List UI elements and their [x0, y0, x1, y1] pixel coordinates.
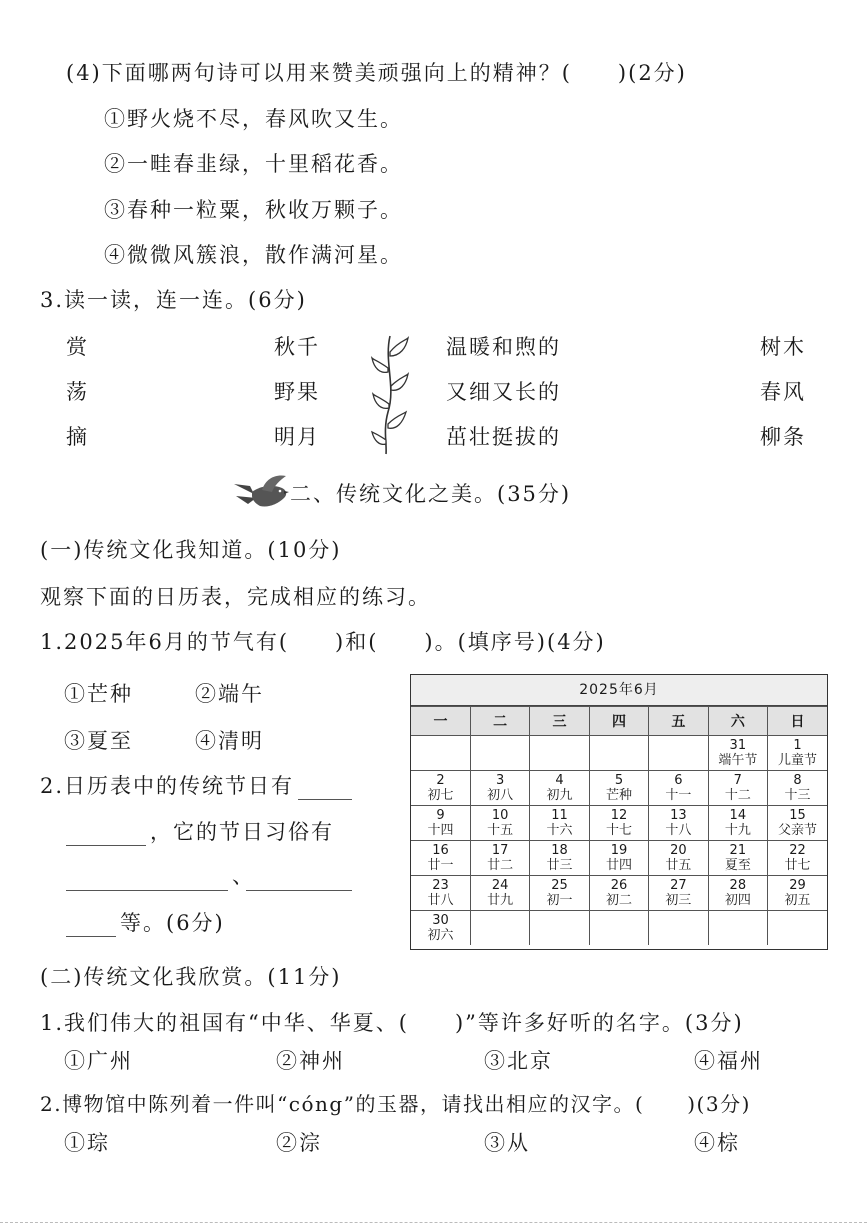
question-4-option-1: ①野火烧不尽，春风吹又生。	[104, 107, 403, 131]
calendar-day-label: 十四	[427, 823, 454, 838]
calendar-day-cell	[768, 736, 827, 771]
calendar-day-cell	[530, 806, 589, 841]
calendar-question-2-line-2: ，它的节日习俗有	[150, 820, 334, 844]
calendar-week-row	[411, 911, 827, 946]
calendar-day-cell	[768, 806, 827, 841]
calendar-day-label: 廿七	[784, 858, 811, 873]
calendar-day-label: 廿四	[605, 858, 632, 873]
calendar-question-1-stem: 1.2025年6月的节气有( )和( )。(填序号)(4分)	[40, 630, 606, 654]
calendar-weekday-header: 五	[649, 707, 708, 736]
calendar-day-label: 初四	[724, 893, 751, 908]
subsection-1-title: (一)传统文化我知道。(10分)	[40, 538, 342, 562]
calendar-empty-cell	[768, 911, 827, 946]
calendar-day-label: 初九	[546, 788, 573, 803]
calendar-day-number: 28	[729, 878, 747, 893]
calendar-day-number: 4	[555, 773, 564, 788]
calendar-day-cell	[708, 771, 767, 806]
appreciation-question-2-option-2: ②淙	[276, 1131, 322, 1155]
calendar-empty-cell	[530, 736, 589, 771]
appreciation-question-1-option-2: ②神州	[276, 1049, 345, 1073]
match-verb: 摘	[66, 425, 89, 449]
calendar-day-cell	[649, 771, 708, 806]
appreciation-question-2-option-3: ③从	[484, 1131, 530, 1155]
calendar-day-number: 14	[729, 808, 747, 823]
calendar-empty-cell	[708, 911, 767, 946]
calendar-day-label: 父亲节	[778, 823, 818, 838]
calendar-day-number: 13	[670, 808, 687, 823]
calendar-title: 2025年6月	[411, 675, 827, 706]
calendar-empty-cell	[470, 911, 529, 946]
calendar-week-row	[411, 771, 827, 806]
calendar-day-label: 初六	[427, 928, 454, 943]
calendar-day-label: 端午节	[718, 753, 758, 768]
calendar-day-number: 22	[789, 843, 806, 858]
calendar-question-1-option-3: ③夏至	[64, 729, 133, 753]
page-bottom-rule	[0, 1222, 867, 1223]
calendar-empty-cell	[530, 911, 589, 946]
calendar-day-cell	[589, 771, 648, 806]
calendar-day-number: 25	[551, 878, 568, 893]
match-noun: 春风	[760, 380, 806, 404]
calendar-day-number: 1	[793, 738, 802, 753]
calendar-week-row	[411, 736, 827, 771]
calendar-weekday-header: 四	[589, 707, 648, 736]
calendar-day-label: 廿二	[487, 858, 514, 873]
calendar-day-number: 24	[491, 878, 509, 893]
calendar-day-label: 廿一	[427, 858, 454, 873]
calendar-day-cell	[530, 771, 589, 806]
calendar-day-label: 十二	[724, 788, 751, 803]
calendar-day-label: 初一	[546, 893, 573, 908]
calendar-day-number: 8	[793, 773, 802, 788]
calendar-day-label: 儿童节	[778, 753, 818, 768]
match-column-nouns	[760, 337, 806, 472]
calendar-day-label: 十八	[665, 823, 692, 838]
calendar-day-label: 十七	[605, 823, 632, 838]
calendar-weekday-header: 二	[470, 707, 529, 736]
calendar-empty-cell	[470, 736, 529, 771]
calendar-day-cell	[530, 841, 589, 876]
calendar-weekday-header: 六	[708, 707, 767, 736]
question-4-option-4: ④微微风簇浪，散作满河星。	[104, 243, 403, 267]
subsection-2-title: (二)传统文化我欣赏。(11分)	[40, 965, 342, 989]
match-column-adjectives	[446, 337, 561, 472]
question-4-stem: (4)下面哪两句诗可以用来赞美顽强向上的精神？( )(2分)	[66, 61, 687, 85]
calendar-day-label: 十五	[487, 823, 514, 838]
calendar-day-cell	[649, 806, 708, 841]
calendar-day-cell	[530, 876, 589, 911]
match-noun: 树木	[760, 335, 806, 359]
calendar-day-number: 27	[670, 878, 687, 893]
calendar-question-1-option-1: ①芒种	[64, 682, 133, 706]
match-column-verbs	[66, 337, 89, 472]
appreciation-question-1-option-1: ①广州	[64, 1049, 133, 1073]
calendar-empty-cell	[649, 911, 708, 946]
calendar-day-label: 十三	[784, 788, 811, 803]
match-column-objects	[274, 337, 320, 472]
answer-blank[interactable]	[246, 890, 352, 891]
calendar-day-label: 十六	[546, 823, 573, 838]
subsection-1-intro: 观察下面的日历表，完成相应的练习。	[40, 585, 431, 609]
calendar-day-number: 15	[789, 808, 806, 823]
calendar-weekday-header: 日	[768, 707, 827, 736]
calendar-day-number: 12	[610, 808, 628, 823]
calendar-question-2-line-4: 等。(6分)	[120, 911, 225, 935]
calendar-day-label: 芒种	[605, 788, 632, 803]
appreciation-question-2-stem: 2.博物馆中陈列着一件叫“cóng”的玉器，请找出相应的汉字。( )(3分)	[40, 1092, 751, 1116]
calendar	[410, 674, 828, 950]
calendar-day-number: 20	[670, 843, 687, 858]
match-adjective: 茁壮挺拔的	[446, 425, 561, 449]
calendar-day-cell	[708, 841, 767, 876]
calendar-day-number: 29	[789, 878, 806, 893]
question-4-option-3: ③春种一粒粟，秋收万颗子。	[104, 198, 403, 222]
calendar-question-1-option-2: ②端午	[195, 682, 264, 706]
calendar-day-cell	[768, 876, 827, 911]
calendar-day-number: 6	[674, 773, 683, 788]
calendar-day-label: 十九	[724, 823, 751, 838]
calendar-day-cell	[411, 771, 470, 806]
calendar-day-cell	[411, 806, 470, 841]
calendar-day-cell	[589, 806, 648, 841]
calendar-weekday-header: 三	[530, 707, 589, 736]
calendar-day-cell	[649, 841, 708, 876]
answer-blank[interactable]	[66, 890, 228, 891]
match-verb: 赏	[66, 335, 89, 359]
appreciation-question-2-option-1: ①琮	[64, 1131, 110, 1155]
calendar-day-cell	[411, 841, 470, 876]
calendar-question-2-separator: 、	[232, 864, 255, 888]
calendar-question-1-option-4: ④清明	[195, 729, 264, 753]
match-adjective: 又细又长的	[446, 380, 561, 404]
calendar-day-cell	[470, 806, 529, 841]
calendar-empty-cell	[649, 736, 708, 771]
question-3-title: 3.读一读，连一连。(6分)	[40, 288, 307, 312]
calendar-day-label: 初七	[427, 788, 454, 803]
calendar-day-label: 初二	[605, 893, 632, 908]
calendar-day-cell	[470, 771, 529, 806]
calendar-day-number: 2	[436, 773, 445, 788]
calendar-day-number: 17	[491, 843, 509, 858]
calendar-day-label: 廿九	[487, 893, 514, 908]
match-adjective: 温暖和煦的	[446, 335, 561, 359]
calendar-day-number: 5	[614, 773, 624, 788]
calendar-empty-cell	[589, 911, 648, 946]
match-noun: 柳条	[760, 425, 806, 449]
calendar-day-number: 18	[551, 843, 568, 858]
calendar-day-label: 廿三	[546, 858, 573, 873]
calendar-day-cell	[411, 911, 470, 946]
calendar-day-label: 初三	[665, 893, 692, 908]
calendar-day-label: 初八	[487, 788, 514, 803]
calendar-day-label: 廿五	[665, 858, 692, 873]
appreciation-question-1-option-4: ④福州	[694, 1049, 763, 1073]
calendar-day-cell	[768, 771, 827, 806]
calendar-day-number: 26	[610, 878, 628, 893]
answer-blank[interactable]	[66, 845, 146, 846]
calendar-day-number: 31	[729, 738, 747, 753]
calendar-question-2-line-1: 2.日历表中的传统节日有	[40, 774, 295, 798]
calendar-day-cell	[411, 876, 470, 911]
calendar-day-cell	[708, 876, 767, 911]
calendar-day-cell	[768, 841, 827, 876]
calendar-day-number: 7	[733, 773, 742, 788]
match-object: 秋千	[274, 335, 320, 359]
answer-blank[interactable]	[66, 936, 116, 937]
calendar-week-row	[411, 806, 827, 841]
calendar-day-number: 21	[729, 843, 747, 858]
appreciation-question-1-option-3: ③北京	[484, 1049, 553, 1073]
calendar-day-cell	[470, 841, 529, 876]
calendar-day-number: 10	[491, 808, 509, 823]
calendar-empty-cell	[411, 736, 470, 771]
answer-blank[interactable]	[298, 799, 352, 800]
calendar-day-label: 十一	[665, 788, 692, 803]
match-verb: 荡	[66, 380, 89, 404]
question-4-option-2: ②一畦春韭绿，十里稻花香。	[104, 152, 403, 176]
swallow-icon	[232, 474, 290, 514]
calendar-day-number: 16	[432, 843, 449, 858]
calendar-day-cell	[649, 876, 708, 911]
calendar-day-cell	[589, 841, 648, 876]
calendar-day-number: 30	[432, 913, 449, 928]
calendar-day-label: 夏至	[724, 858, 751, 873]
section-2-title: 二、传统文化之美。(35分)	[290, 482, 572, 506]
calendar-day-number: 3	[495, 773, 505, 788]
calendar-day-cell	[708, 736, 767, 771]
calendar-day-cell	[708, 806, 767, 841]
match-object: 野果	[274, 380, 320, 404]
calendar-day-number: 11	[551, 808, 568, 823]
appreciation-question-2-option-4: ④棕	[694, 1131, 740, 1155]
calendar-day-cell	[470, 876, 529, 911]
calendar-week-row	[411, 841, 827, 876]
calendar-grid	[411, 706, 827, 945]
appreciation-question-1-stem: 1.我们伟大的祖国有“中华、华夏、( )”等许多好听的名字。(3分)	[40, 1011, 744, 1035]
calendar-week-row	[411, 876, 827, 911]
calendar-day-number: 19	[610, 843, 628, 858]
calendar-weekday-header: 一	[411, 707, 470, 736]
calendar-empty-cell	[589, 736, 648, 771]
calendar-day-label: 初五	[784, 893, 811, 908]
calendar-day-number: 9	[436, 808, 445, 823]
match-object: 明月	[274, 425, 320, 449]
calendar-day-label: 廿八	[427, 893, 454, 908]
calendar-day-number: 23	[432, 878, 449, 893]
leaf-branch-icon	[370, 332, 410, 456]
calendar-day-cell	[589, 876, 648, 911]
